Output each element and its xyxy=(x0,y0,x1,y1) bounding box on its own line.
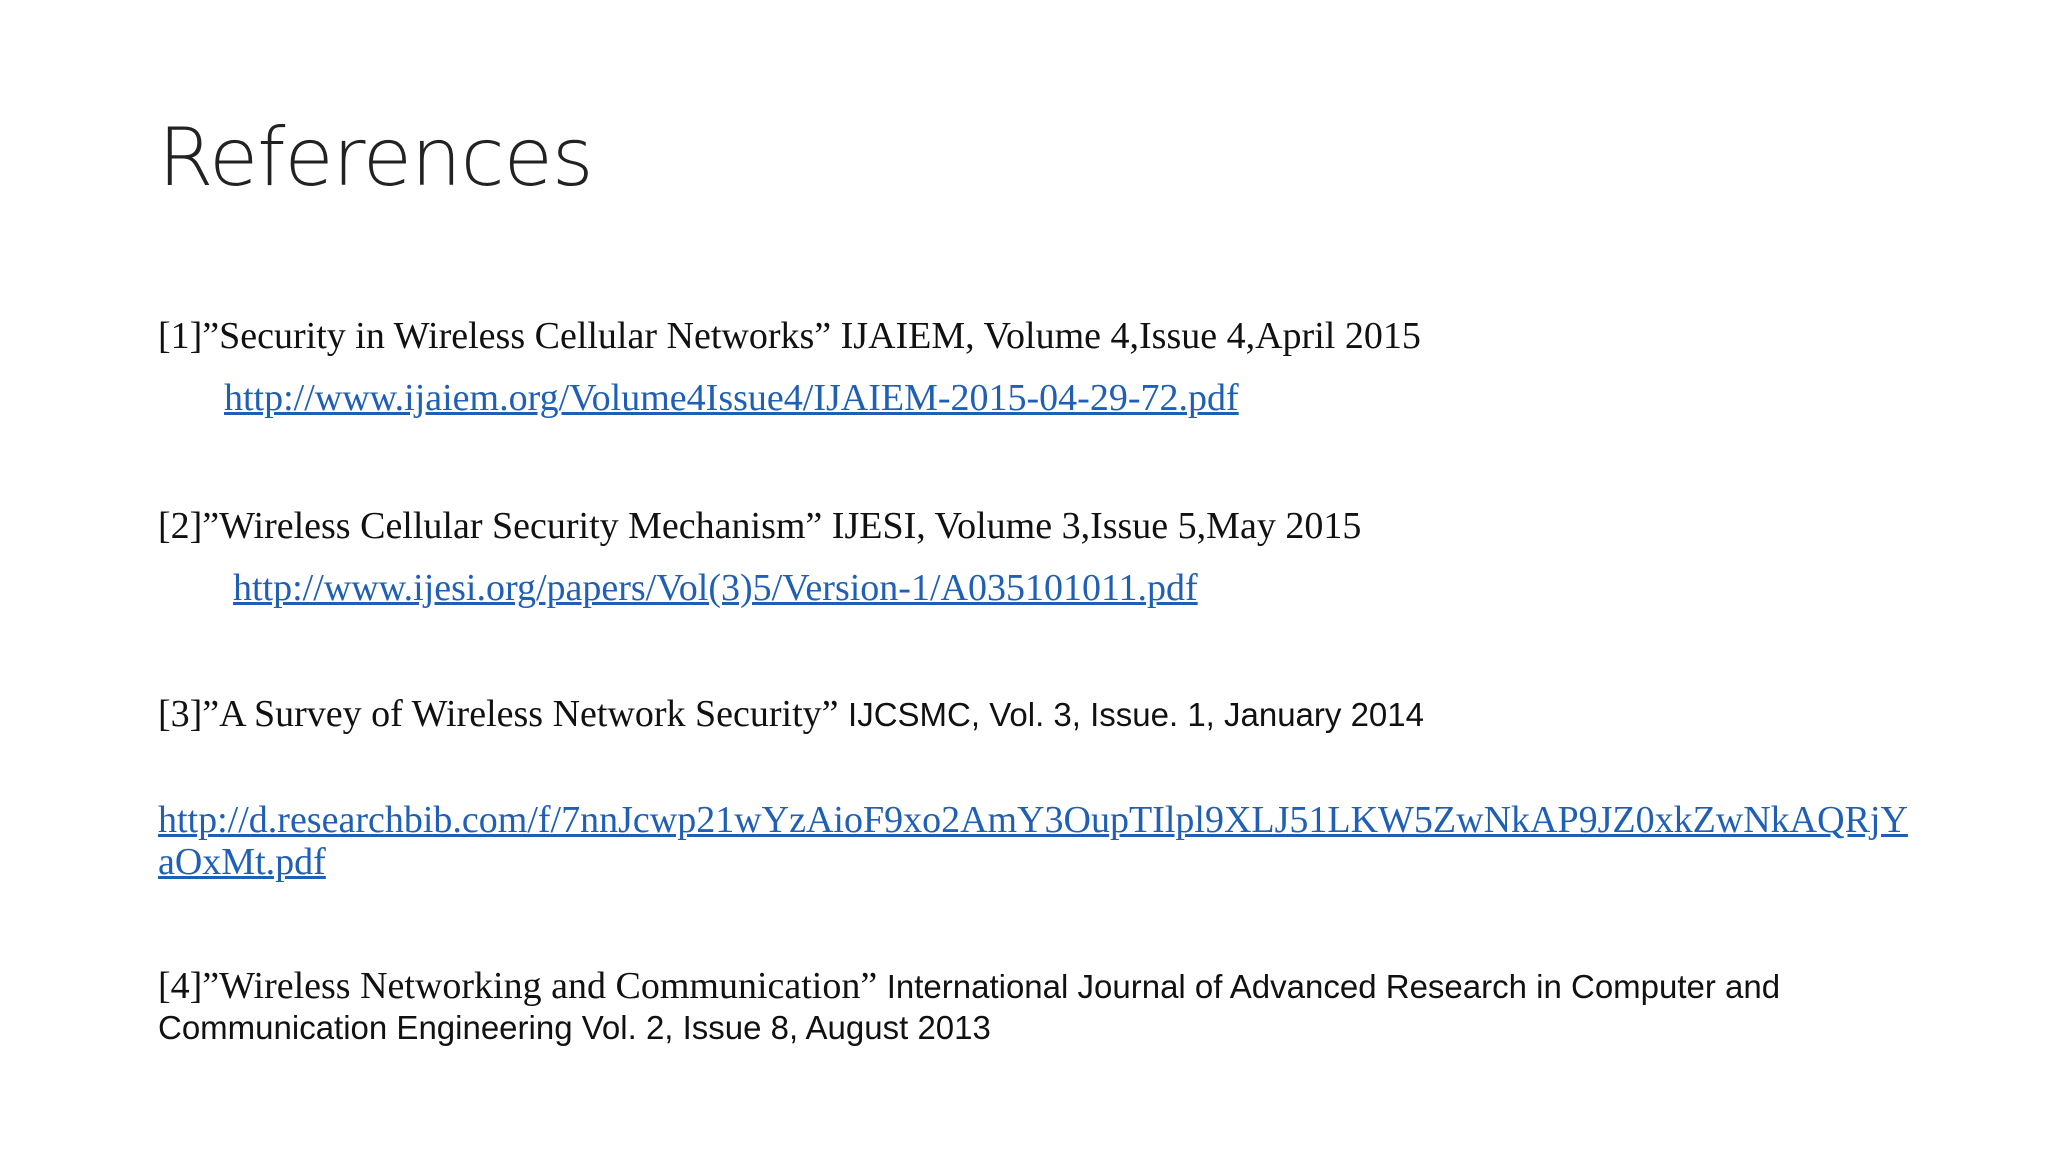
reference-3-title: [3]”A Survey of Wireless Network Security” xyxy=(158,693,839,735)
reference-1-citation: [1]”Security in Wireless Cellular Networks” IJAIEM, Volume 4,Issue 4,April 2015 xyxy=(158,315,1421,357)
reference-4-citation xyxy=(158,966,1958,1048)
reference-2-citation: [2]”Wireless Cellular Security Mechanism” IJESI, Volume 3,Issue 5,May 2015 xyxy=(158,505,1362,547)
reference-3-citation xyxy=(158,694,1424,736)
reference-4-journal: International Journal of Advanced Research in Computer and Communication Engineering Vol. 2, Issue 8, August 2013 xyxy=(158,968,1781,1047)
reference-4-title: [4]”Wireless Networking and Communication” xyxy=(158,965,878,1007)
reference-3-link[interactable]: http://d.researchbib.com/f/7nnJcwp21wYzAioF9xo2AmY3OupTIlpl9XLJ51LKW5ZwNkAP9JZ0xkZwNkAQRjYaOxMt.pdf xyxy=(158,799,1908,883)
reference-3-journal: IJCSMC, Vol. 3, Issue. 1, January 2014 xyxy=(848,696,1424,733)
reference-1-link[interactable]: http://www.ijaiem.org/Volume4Issue4/IJAIEM-2015-04-29-72.pdf xyxy=(224,377,1239,419)
page-title: References xyxy=(158,111,593,204)
reference-2-link[interactable]: http://www.ijesi.org/papers/Vol(3)5/Version-1/A035101011.pdf xyxy=(233,567,1198,609)
